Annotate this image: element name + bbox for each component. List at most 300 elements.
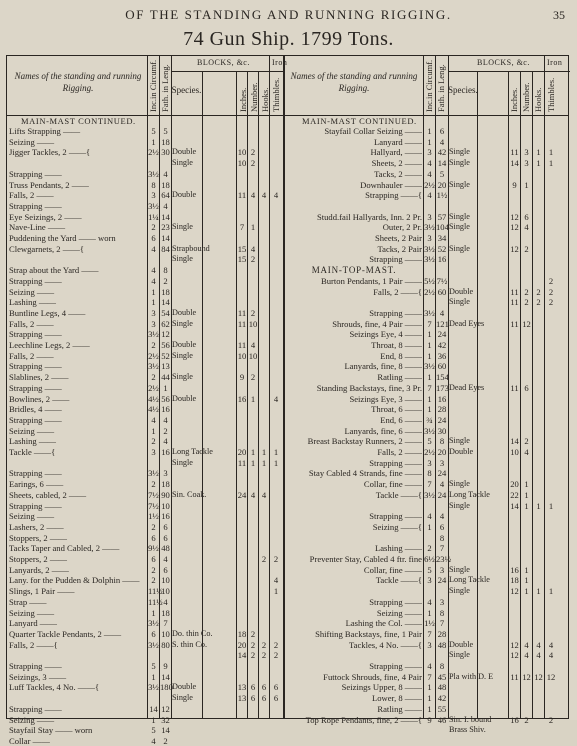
left-cell-number: 2 (250, 307, 256, 318)
left-cell-name: Bridles, 4 —— (9, 404, 62, 415)
left-cell-circ: 4 (151, 414, 156, 425)
page-subtitle: 74 Gun Ship. 1799 Tons. (183, 28, 394, 50)
right-cell-number: 4 (524, 650, 529, 661)
right-cell-fath: 8 (439, 607, 445, 618)
left-cell-name: Stayfail Stay —— worn (9, 725, 93, 736)
hooks-header-right: Hooks. (533, 87, 543, 112)
right-cell-name: End, 6 —— (380, 414, 422, 425)
left-cell-fath: 3 (163, 468, 168, 479)
right-cell-name: Strapping —— (369, 254, 422, 265)
left-cell-fath: 1 (163, 382, 168, 393)
right-table-row (7, 212, 570, 222)
left-cell-name: Tacks Taper and Cabled, 2 —— (9, 543, 120, 554)
fath-header-right: Fath. in Leng. (436, 64, 446, 112)
right-cell-name: Sheets, 2 Pair (374, 233, 422, 243)
right-table-row (7, 554, 570, 564)
right-table-row (7, 201, 570, 211)
left-cell-thimbles: 1 (273, 457, 279, 468)
left-cell-name: Strap about the Yard —— (9, 265, 99, 276)
left-cell-fath: 9 (163, 661, 168, 671)
right-cell-number: 2 (524, 297, 529, 308)
right-cell-fath: 121 (436, 318, 449, 329)
left-cell-circ: 1 (151, 286, 156, 297)
left-cell-number: 4 (250, 243, 256, 254)
right-cell-fath: 28 (437, 628, 447, 639)
right-cell-thimbles: 2 (548, 275, 554, 286)
left-cell-name: Lashing —— (9, 297, 57, 308)
right-cell-inches: 16 (510, 714, 519, 725)
left-cell-circ: 2½ (148, 382, 159, 393)
left-cell-species: Single (172, 350, 193, 360)
left-cell-name: Seizing —— (9, 607, 55, 618)
right-table-row (7, 404, 570, 414)
right-cell-species: Single (449, 222, 470, 232)
left-cell-name: Buntline Legs, 4 —— (9, 307, 86, 318)
left-cell-number: 10 (248, 318, 258, 329)
right-cell-name: Strapping ——{ (365, 190, 422, 201)
right-cell-name: End, 8 —— (380, 350, 422, 361)
right-cell-name: Throat, 6 —— (371, 404, 422, 415)
left-cell-number: 6 (250, 682, 256, 693)
right-cell-inches: 11 (510, 671, 519, 682)
right-cell-fath: 24 (437, 329, 447, 340)
right-cell-fath: 4 (439, 511, 445, 522)
right-cell-name: Stay Cabled 4 Strands, fine —— (308, 468, 422, 479)
left-cell-inches: 7 (239, 222, 245, 233)
left-cell-name: Strap —— (9, 596, 47, 607)
right-cell-circ: 1 (427, 703, 432, 714)
right-cell-circ: 1 (427, 372, 432, 383)
right-cell-name: Lashing the Col. —— (345, 618, 422, 629)
right-cell-fath: 60 (437, 361, 447, 372)
left-cell-circ: 2 (151, 340, 156, 350)
left-cell-circ: 3½ (148, 618, 159, 629)
right-cell-circ: 3½ (424, 489, 435, 500)
left-cell-name: Falls, 2 —— (9, 190, 54, 201)
left-cell-fath: 10 (161, 500, 170, 511)
left-cell-fath: 48 (161, 543, 170, 554)
right-cell-fath: 7 (439, 618, 445, 629)
right-cell-name: Lanyards, fine, 6 —— (344, 425, 422, 436)
right-cell-fath: 46 (437, 714, 447, 725)
blocks-header-right: BLOCKS, &c. (477, 58, 530, 67)
right-cell-thimbles: 4 (548, 639, 554, 650)
right-cell-circ: 1 (427, 350, 432, 361)
right-cell-name: Lanyard —— (374, 136, 422, 147)
left-cell-circ: 3 (151, 307, 156, 318)
left-cell-fath: 12 (161, 329, 170, 340)
left-cell-name: Quarter Tackle Pendants, 2 —— (9, 628, 122, 639)
left-cell-fath: 5 (163, 126, 168, 136)
left-cell-species: Single (172, 372, 193, 382)
right-cell-name: Falls, 2 —— (377, 447, 422, 457)
right-cell-circ: ¾ (426, 414, 433, 425)
left-cell-name: Strapping —— (9, 382, 62, 393)
left-cell-fath: 4 (163, 554, 168, 564)
left-cell-circ: 4 (151, 243, 156, 254)
left-cell-circ: 7½ (148, 489, 159, 500)
left-cell-name: Lifts Strapping —— (9, 126, 81, 136)
left-cell-thimbles: 6 (273, 693, 279, 704)
right-cell-circ: 1 (427, 340, 432, 350)
right-cell-name: Standing Backstays, fine, 3 Pr. (316, 382, 422, 393)
left-cell-circ: 7½ (148, 500, 159, 511)
left-cell-circ: 2 (151, 564, 156, 575)
right-cell-inches: 12 (510, 639, 519, 650)
right-table-row (7, 565, 570, 575)
left-cell-circ: 3½ (148, 329, 159, 340)
right-table-row (7, 254, 570, 264)
right-cell-hooks: 2 (536, 286, 541, 297)
right-cell-fath: 24 (437, 575, 447, 586)
left-cell-species: Double (172, 307, 197, 317)
left-cell-fath: 32 (161, 714, 170, 725)
left-cell-species: Single (172, 693, 193, 703)
right-cell-number: 6 (524, 382, 529, 393)
right-cell-fath: 52 (437, 243, 447, 254)
right-table-row (7, 126, 570, 136)
right-cell-name: Futtock Shrouds, fine, 4 Pair (323, 671, 422, 682)
left-cell-inches: 15 (237, 243, 247, 254)
right-table-row (7, 650, 570, 660)
right-cell-name: Shifting Backstays, fine, 1 Pair (315, 628, 422, 639)
right-cell-name: MAIN-TOP-MAST. (311, 265, 397, 276)
right-cell-inches: 12 (510, 211, 519, 222)
right-cell-inches: 11 (510, 297, 519, 308)
right-cell-fath: 16 (437, 254, 447, 265)
right-cell-circ: 2½ (424, 447, 435, 457)
right-cell-species: Single (449, 564, 470, 574)
left-cell-circ: 9½ (148, 543, 159, 554)
right-table-row (7, 329, 570, 339)
left-cell-name: Bowlines, 2 —— (9, 393, 70, 404)
left-cell-circ: 1 (151, 671, 156, 682)
right-cell-hooks: 4 (536, 639, 541, 650)
right-cell-species: Pla with D. E (449, 671, 494, 681)
left-cell-fath: 84 (161, 243, 170, 254)
right-cell-name: Tackle ——{ (375, 575, 422, 586)
left-cell-inches: 20 (237, 639, 247, 650)
left-cell-circ: 1 (151, 297, 156, 308)
left-cell-number: 10 (248, 350, 258, 361)
left-cell-name: Seizing —— (9, 286, 55, 297)
right-table-row (7, 319, 570, 329)
left-cell-circ: 8 (151, 179, 156, 190)
right-cell-inches: 11 (510, 147, 519, 158)
iron-header-left: Iron (272, 58, 288, 67)
left-cell-name: Seizing —— (9, 511, 55, 522)
right-cell-species: Dead Eyes (449, 318, 485, 328)
right-cell-circ: 3 (427, 233, 432, 243)
right-cell-fath: 8 (439, 532, 445, 543)
right-cell-inches: 12 (510, 222, 519, 233)
right-cell-thimbles: 2 (548, 297, 554, 308)
right-cell-name: Studd.fail Hallyards, Inn. 2 Pr. (316, 211, 422, 222)
left-cell-name: Jigger Tackles, 2 ——{ (9, 147, 91, 158)
right-cell-name: Tackles, 4 No. ——{ (349, 639, 422, 650)
left-cell-name: Collar —— (9, 735, 50, 746)
right-cell-thimbles: 1 (548, 158, 554, 169)
left-cell-name: Lashing —— (9, 436, 57, 447)
left-cell-name: Falls, 2 —— (9, 318, 54, 329)
right-table-row (7, 543, 570, 553)
left-cell-circ: 6 (151, 532, 156, 543)
left-cell-number: 6 (250, 693, 256, 704)
right-cell-fath: 104 (436, 222, 449, 233)
left-cell-number: 2 (250, 254, 256, 265)
right-cell-fath: 20 (437, 447, 447, 457)
left-cell-fath: 6 (163, 532, 168, 543)
left-cell-name: Strapping —— (9, 329, 62, 340)
right-cell-circ: 1 (427, 136, 432, 147)
left-cell-name: Seizing —— (9, 425, 55, 436)
right-cell-thimbles: 1 (548, 586, 554, 597)
left-cell-thimbles: 2 (273, 639, 279, 650)
left-cell-circ: 2 (151, 479, 156, 490)
left-cell-circ: 6 (151, 628, 156, 639)
left-cell-species: Single (172, 318, 193, 328)
inches-header-right: Inches. (509, 87, 519, 112)
right-cell-fath: 24 (437, 414, 447, 425)
right-cell-fath: 4 (439, 479, 445, 490)
left-cell-name: Tackle ——{ (9, 447, 56, 457)
left-cell-inches: 20 (237, 447, 247, 457)
page-title: OF THE STANDING AND RUNNING RIGGING. (125, 7, 452, 22)
left-cell-circ: 3 (151, 447, 156, 457)
left-cell-circ: 2 (151, 575, 156, 586)
number-header-right: Number. (521, 82, 531, 112)
left-cell-species: Strapbound (172, 243, 210, 253)
section-right: MAIN-MAST CONTINUED. (302, 116, 417, 126)
right-table-row (7, 533, 570, 543)
right-table-row (7, 458, 570, 468)
left-cell-name: Falls, 2 —— (9, 350, 54, 361)
right-cell-thimbles: 12 (546, 671, 556, 682)
left-cell-fath: 14 (161, 233, 170, 243)
iron-header-right: Iron (547, 58, 563, 67)
right-cell-thimbles: 1 (548, 147, 554, 158)
left-cell-name: Earings, 6 —— (9, 479, 64, 490)
left-cell-name: Stoppers, 2 —— (9, 554, 68, 564)
blocks-header-left: BLOCKS, &c. (197, 58, 250, 67)
left-cell-inches: 10 (237, 350, 247, 361)
right-cell-fath: 3 (439, 596, 445, 607)
left-cell-species: Double (172, 190, 197, 200)
left-cell-fath: 2 (163, 735, 168, 746)
left-cell-inches: 11 (237, 457, 247, 468)
right-cell-number: 12 (522, 318, 531, 329)
left-cell-number: 2 (250, 158, 256, 169)
left-cell-number: 4 (250, 340, 256, 350)
right-cell-name: Ratling —— (377, 372, 422, 383)
left-cell-name: Strapping —— (9, 500, 62, 511)
left-table-row (7, 736, 570, 746)
right-cell-fath: 14 (437, 158, 447, 169)
left-cell-thimbles: 4 (273, 575, 279, 586)
right-cell-circ: 3 (427, 147, 432, 158)
hooks-header-left: Hooks. (260, 87, 270, 112)
right-cell-circ: 4 (427, 168, 432, 179)
right-cell-name: Lashing —— (374, 543, 422, 554)
left-cell-circ: 3½ (148, 200, 159, 211)
left-cell-hooks: 2 (261, 639, 267, 650)
left-cell-inches: 16 (237, 393, 247, 404)
right-cell-hooks: 1 (536, 147, 541, 158)
right-cell-circ: 1 (427, 607, 432, 618)
right-cell-fath: 3 (439, 564, 445, 575)
right-cell-fath: 42 (437, 340, 447, 350)
right-cell-number: 2 (524, 436, 529, 447)
left-cell-circ: 3½ (148, 168, 159, 179)
fath-header-left: Fath. in Leng. (160, 64, 170, 112)
right-table-row (7, 351, 570, 361)
right-cell-name: Burton Pendants, 1 Pair —— (321, 275, 422, 286)
right-cell-inches: 12 (510, 650, 519, 661)
right-table-row (7, 222, 570, 232)
right-cell-number: 1 (524, 564, 529, 575)
right-cell-number: 1 (524, 179, 529, 190)
left-cell-thimbles: 1 (273, 447, 279, 457)
right-cell-fath: 57 (437, 211, 447, 222)
left-cell-fath: 52 (161, 350, 170, 361)
right-cell-name: Throat, 8 —— (371, 340, 422, 350)
right-cell-species: Single (449, 586, 470, 596)
left-cell-species: Double (172, 682, 197, 692)
left-cell-name: Slablines, 2 —— (9, 372, 69, 383)
left-cell-fath: 6 (163, 564, 168, 575)
left-cell-fath: 4 (163, 414, 168, 425)
left-cell-fath: 30 (161, 147, 170, 158)
right-cell-name: Falls, 2 ——{ (373, 286, 422, 297)
left-cell-circ: 4½ (148, 393, 159, 404)
right-table-row (7, 672, 570, 682)
right-cell-circ: 5 (427, 436, 432, 447)
left-cell-thimbles: 1 (273, 586, 279, 597)
left-cell-circ: 2 (151, 372, 156, 383)
right-cell-fath: 60 (437, 286, 447, 297)
right-table-row (7, 244, 570, 254)
right-cell-species: Long Tackle (449, 575, 490, 585)
left-cell-number: 2 (250, 650, 256, 661)
left-cell-species: S. thin Co. (172, 639, 208, 649)
right-cell-circ: 2 (427, 543, 432, 554)
left-cell-circ: 3½ (148, 468, 159, 479)
right-cell-name: Preventer Stay, Cabled 4 ftr. fine (309, 554, 422, 564)
left-cell-fath: 80 (161, 639, 170, 650)
right-cell-name: Downhauler —— (360, 179, 422, 190)
left-cell-fath: 13 (161, 361, 170, 372)
left-cell-inches: 18 (237, 628, 247, 639)
left-cell-fath: 2 (163, 275, 168, 286)
right-cell-fath: 5 (439, 168, 445, 179)
right-cell-fath: 42 (437, 693, 447, 704)
left-cell-inches: 15 (237, 254, 247, 265)
left-cell-number: 4 (250, 489, 256, 500)
left-cell-name: Sheets, cabled, 2 —— (9, 489, 87, 500)
left-cell-fath: 64 (161, 190, 170, 201)
right-cell-fath: 7½ (436, 275, 448, 286)
right-table-row (7, 308, 570, 318)
right-cell-name: Lanyards, fine, 8 —— (344, 361, 422, 372)
right-table-row (7, 137, 570, 147)
right-cell-species: Double (449, 286, 474, 296)
left-cell-fath: 18 (161, 136, 170, 147)
right-cell-circ: 1 (427, 329, 432, 340)
right-cell-circ: 7 (427, 318, 432, 329)
right-cell-name: Tacks, 2 —— (374, 168, 422, 179)
left-cell-name: Puddening the Yard —— worn (9, 233, 116, 243)
right-table-row (7, 586, 570, 596)
left-cell-name: Seizing —— (9, 714, 55, 725)
right-table-row (7, 479, 570, 489)
left-cell-inches: 24 (237, 489, 247, 500)
right-cell-circ: 3 (427, 457, 432, 468)
left-cell-fath: 18 (161, 479, 170, 490)
right-table-row (7, 383, 570, 393)
left-cell-circ: 2 (151, 436, 156, 447)
right-cell-name: Seizings Upper, 8 —— (341, 682, 422, 693)
left-cell-inches: 10 (237, 158, 247, 169)
right-cell-species: Brass Shiv. (449, 725, 486, 735)
right-cell-fath: 42 (437, 147, 447, 158)
right-table-row (7, 522, 570, 532)
left-cell-name: Strapping —— (9, 468, 62, 479)
left-cell-number: 1 (250, 222, 256, 233)
left-cell-circ: 2½ (148, 147, 159, 158)
thimbles-header-left: Thimbles. (271, 77, 281, 112)
page-number: 35 (553, 8, 565, 22)
right-cell-circ: 3½ (424, 425, 435, 436)
left-cell-number: 2 (250, 147, 256, 158)
left-cell-name: Seizings, 3 —— (9, 671, 67, 682)
right-cell-name: Collar, fine —— (363, 479, 422, 490)
right-cell-name: Sheets, 2 —— (371, 158, 422, 169)
right-cell-circ: 3½ (424, 254, 435, 265)
right-cell-thimbles: 4 (548, 650, 554, 661)
right-table-row (7, 618, 570, 628)
left-cell-circ: 1 (151, 425, 156, 436)
right-cell-inches: 22 (510, 489, 519, 500)
right-cell-number: 4 (524, 222, 529, 233)
left-cell-fath: 18 (161, 179, 170, 190)
left-cell-circ: 2½ (148, 350, 159, 361)
left-cell-fath: 6 (163, 521, 168, 532)
right-cell-fath: 7 (439, 543, 445, 554)
right-cell-name: Hallyard, —— (370, 147, 422, 158)
right-cell-species: Double (449, 447, 474, 456)
left-cell-fath: 23 (161, 222, 170, 233)
right-table-row (7, 447, 570, 457)
right-cell-hooks: 1 (536, 158, 541, 169)
left-cell-name: Clewgarnets, 2 ——{ (9, 243, 85, 254)
left-cell-name: Slings, 1 Pair —— (9, 586, 75, 597)
right-cell-circ: 3½ (424, 307, 435, 318)
right-table-row (7, 287, 570, 297)
left-cell-fath: 4 (163, 200, 168, 211)
left-cell-number: 2 (250, 639, 256, 650)
right-cell-name: Seizings Eye, 4 —— (349, 329, 422, 340)
left-cell-hooks: 6 (261, 693, 267, 704)
left-cell-circ: 3 (151, 318, 156, 329)
right-cell-species: Single (449, 650, 470, 660)
left-cell-name: Lany. for the Pudden & Dolphin —— (9, 575, 140, 586)
right-cell-circ: 3 (427, 639, 432, 650)
right-table-row (7, 180, 570, 190)
right-table-row (7, 704, 570, 714)
circ-header-left: Inc.in Circumf. (148, 59, 158, 112)
right-cell-number: 3 (524, 158, 529, 169)
right-table-row (7, 415, 570, 425)
